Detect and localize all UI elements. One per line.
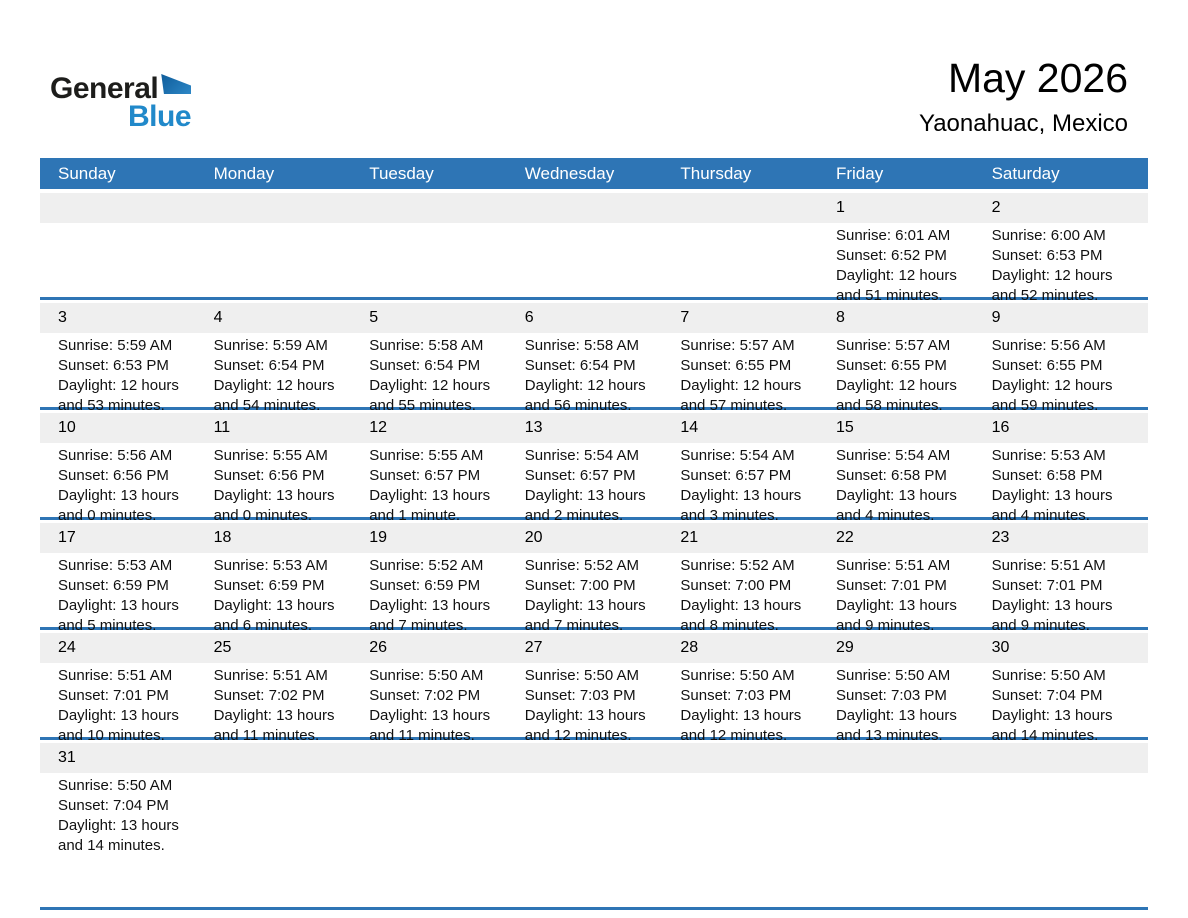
empty-number-cell [40, 193, 196, 223]
empty-day-cell [351, 225, 507, 306]
sunset-text: Sunset: 6:54 PM [213, 357, 325, 374]
sunrise-text: Sunrise: 5:54 AM [680, 447, 795, 464]
day-cell-11 [196, 445, 352, 526]
day-cell-27 [507, 665, 663, 746]
logo-text-general: General [50, 72, 159, 105]
day-cell-25 [196, 665, 352, 746]
daylight-text: Daylight: 13 hours and 7 minutes. [524, 597, 646, 634]
sunset-text: Sunset: 6:57 PM [524, 467, 636, 484]
day-cell-29 [818, 665, 974, 746]
sunrise-text: Sunrise: 5:53 AM [213, 557, 328, 574]
day-details-row [40, 445, 1148, 526]
day-cell-15 [818, 445, 974, 526]
empty-day-cell [662, 775, 818, 856]
sunset-text: Sunset: 6:57 PM [680, 467, 792, 484]
sunset-text: Sunset: 7:02 PM [213, 687, 325, 704]
sunset-text: Sunset: 6:52 PM [835, 247, 947, 264]
daylight-text: Daylight: 13 hours and 0 minutes. [213, 487, 335, 524]
day-header-sunday: Sunday [58, 163, 116, 183]
empty-day-cell [196, 775, 352, 856]
sunset-text: Sunset: 7:04 PM [991, 687, 1103, 704]
sunrise-text: Sunrise: 5:57 AM [835, 337, 951, 354]
empty-day-cell [507, 775, 663, 856]
day-number-31: 31 [58, 749, 76, 766]
sunrise-text: Sunrise: 5:50 AM [58, 777, 173, 794]
daylight-text: Daylight: 13 hours and 14 minutes. [991, 707, 1113, 744]
empty-number-cell [196, 743, 352, 773]
empty-number-cell [351, 193, 507, 223]
sunset-text: Sunset: 6:54 PM [369, 357, 481, 374]
daylight-text: Daylight: 12 hours and 55 minutes. [369, 377, 491, 414]
day-cell-26 [351, 665, 507, 746]
sunrise-text: Sunrise: 5:55 AM [369, 447, 484, 464]
day-header-wednesday: Wednesday [524, 163, 615, 183]
day-number-strip [40, 633, 1148, 663]
sunrise-text: Sunrise: 5:54 AM [835, 447, 951, 464]
sunrise-text: Sunrise: 5:50 AM [680, 667, 795, 684]
day-number-21: 21 [680, 529, 699, 546]
day-cell-1 [818, 225, 974, 306]
logo-text-blue: Blue [128, 100, 192, 133]
day-number-12: 12 [369, 419, 387, 436]
empty-day-cell [40, 225, 196, 306]
daylight-text: Daylight: 13 hours and 3 minutes. [680, 487, 802, 524]
empty-day-cell [351, 775, 507, 856]
calendar-table [40, 158, 1148, 910]
sunrise-text: Sunrise: 5:59 AM [213, 337, 328, 354]
sunrise-text: Sunrise: 5:56 AM [58, 447, 173, 464]
sunset-text: Sunset: 7:01 PM [991, 577, 1103, 594]
sunset-text: Sunset: 6:55 PM [680, 357, 792, 374]
day-header-friday: Friday [835, 163, 884, 183]
day-number-28: 28 [680, 639, 699, 656]
empty-number-cell [974, 743, 1148, 773]
day-details-row [40, 775, 1148, 856]
day-number-23: 23 [991, 529, 1010, 546]
day-number-14: 14 [680, 419, 699, 436]
day-details-row [40, 335, 1148, 416]
day-number-15: 15 [835, 419, 854, 436]
daylight-text: Daylight: 13 hours and 10 minutes. [58, 707, 179, 744]
day-cell-21 [662, 555, 818, 636]
week-row-3 [40, 410, 1148, 524]
general-blue-logo [50, 74, 191, 132]
day-number-strip [40, 303, 1148, 333]
sunrise-text: Sunrise: 6:00 AM [991, 227, 1106, 244]
daylight-text: Daylight: 12 hours and 54 minutes. [213, 377, 335, 414]
sunset-text: Sunset: 6:55 PM [835, 357, 947, 374]
day-number-24: 24 [58, 639, 76, 656]
day-number-5: 5 [369, 309, 379, 326]
logo-flag-icon [161, 74, 191, 94]
daylight-text: Daylight: 12 hours and 58 minutes. [835, 377, 957, 414]
day-cell-24 [40, 665, 196, 746]
daylight-text: Daylight: 12 hours and 59 minutes. [991, 377, 1113, 414]
day-number-strip [40, 743, 1148, 773]
sunset-text: Sunset: 6:53 PM [58, 357, 169, 374]
sunset-text: Sunset: 6:59 PM [213, 577, 325, 594]
day-number-6: 6 [524, 309, 534, 326]
day-number-18: 18 [213, 529, 232, 546]
day-cell-6 [507, 335, 663, 416]
day-header-monday: Monday [213, 163, 275, 183]
daylight-text: Daylight: 13 hours and 6 minutes. [213, 597, 335, 634]
daylight-text: Daylight: 13 hours and 8 minutes. [680, 597, 802, 634]
daylight-text: Daylight: 13 hours and 12 minutes. [524, 707, 646, 744]
daylight-text: Daylight: 12 hours and 53 minutes. [58, 377, 179, 414]
sunset-text: Sunset: 7:01 PM [835, 577, 947, 594]
empty-number-cell [507, 193, 663, 223]
day-cell-3 [40, 335, 196, 416]
day-cell-30 [974, 665, 1148, 746]
sunrise-text: Sunrise: 5:55 AM [213, 447, 328, 464]
day-number-strip [40, 413, 1148, 443]
empty-number-cell [351, 743, 507, 773]
day-number-11: 11 [213, 419, 231, 436]
day-details-row [40, 225, 1148, 306]
sunrise-text: Sunrise: 5:57 AM [680, 337, 795, 354]
month-title: May 2026 [947, 55, 1128, 101]
week-row-5 [40, 630, 1148, 744]
day-cell-28 [662, 665, 818, 746]
day-number-1: 1 [835, 199, 845, 216]
daylight-text: Daylight: 13 hours and 7 minutes. [369, 597, 491, 634]
empty-day-cell [818, 775, 974, 856]
day-number-13: 13 [524, 419, 543, 436]
sunrise-text: Sunrise: 5:50 AM [991, 667, 1106, 684]
daylight-text: Daylight: 12 hours and 57 minutes. [680, 377, 802, 414]
day-details-row [40, 665, 1148, 746]
day-number-4: 4 [213, 309, 223, 326]
sunrise-text: Sunrise: 5:50 AM [369, 667, 484, 684]
day-header-thursday: Thursday [680, 163, 752, 183]
day-number-27: 27 [524, 639, 543, 656]
sunset-text: Sunset: 7:01 PM [58, 687, 169, 704]
empty-day-cell [196, 225, 352, 306]
sunset-text: Sunset: 7:03 PM [835, 687, 947, 704]
sunrise-text: Sunrise: 5:51 AM [991, 557, 1106, 574]
sunrise-text: Sunrise: 5:58 AM [524, 337, 640, 354]
day-cell-31 [40, 775, 196, 856]
day-number-16: 16 [991, 419, 1010, 436]
week-row-6 [40, 740, 1148, 910]
empty-number-cell [507, 743, 663, 773]
sunrise-text: Sunrise: 5:51 AM [58, 667, 173, 684]
sunrise-text: Sunrise: 5:50 AM [835, 667, 951, 684]
daylight-text: Daylight: 13 hours and 14 minutes. [58, 817, 179, 854]
day-number-10: 10 [58, 419, 76, 436]
day-cell-20 [507, 555, 663, 636]
day-cell-12 [351, 445, 507, 526]
sunrise-text: Sunrise: 5:51 AM [835, 557, 951, 574]
day-number-25: 25 [213, 639, 232, 656]
empty-number-cell [662, 743, 818, 773]
daylight-text: Daylight: 13 hours and 0 minutes. [58, 487, 179, 524]
daylight-text: Daylight: 13 hours and 13 minutes. [835, 707, 957, 744]
sunrise-text: Sunrise: 6:01 AM [835, 227, 951, 244]
weekday-header-row [40, 158, 1148, 189]
weeks-container [40, 189, 1148, 910]
empty-day-cell [507, 225, 663, 306]
sunset-text: Sunset: 7:04 PM [58, 797, 169, 814]
day-cell-13 [507, 445, 663, 526]
daylight-text: Daylight: 13 hours and 4 minutes. [835, 487, 957, 524]
day-number-20: 20 [524, 529, 543, 546]
daylight-text: Daylight: 13 hours and 9 minutes. [991, 597, 1113, 634]
sunrise-text: Sunrise: 5:54 AM [524, 447, 640, 464]
day-number-2: 2 [991, 199, 1001, 216]
daylight-text: Daylight: 13 hours and 5 minutes. [58, 597, 179, 634]
day-number-strip [40, 523, 1148, 553]
day-number-22: 22 [835, 529, 854, 546]
daylight-text: Daylight: 12 hours and 56 minutes. [524, 377, 646, 414]
sunrise-text: Sunrise: 5:51 AM [213, 667, 328, 684]
sunrise-text: Sunrise: 5:50 AM [524, 667, 640, 684]
day-cell-19 [351, 555, 507, 636]
day-number-29: 29 [835, 639, 854, 656]
daylight-text: Daylight: 13 hours and 9 minutes. [835, 597, 957, 634]
daylight-text: Daylight: 13 hours and 1 minute. [369, 487, 491, 524]
week-row-2 [40, 300, 1148, 414]
day-cell-14 [662, 445, 818, 526]
day-number-26: 26 [369, 639, 387, 656]
day-cell-5 [351, 335, 507, 416]
day-number-17: 17 [58, 529, 76, 546]
sunrise-text: Sunrise: 5:52 AM [369, 557, 484, 574]
day-cell-22 [818, 555, 974, 636]
daylight-text: Daylight: 12 hours and 52 minutes. [991, 267, 1113, 304]
sunset-text: Sunset: 6:53 PM [991, 247, 1103, 264]
empty-day-cell [662, 225, 818, 306]
sunset-text: Sunset: 7:02 PM [369, 687, 481, 704]
day-header-saturday: Saturday [991, 163, 1060, 183]
sunset-text: Sunset: 6:54 PM [524, 357, 636, 374]
day-number-7: 7 [680, 309, 690, 326]
sunset-text: Sunset: 6:55 PM [991, 357, 1103, 374]
day-cell-16 [974, 445, 1148, 526]
day-number-8: 8 [835, 309, 845, 326]
day-cell-2 [974, 225, 1148, 306]
day-cell-9 [974, 335, 1148, 416]
sunset-text: Sunset: 6:59 PM [58, 577, 169, 594]
week-row-1 [40, 189, 1148, 304]
day-cell-7 [662, 335, 818, 416]
day-number-30: 30 [991, 639, 1010, 656]
day-cell-10 [40, 445, 196, 526]
sunrise-text: Sunrise: 5:52 AM [680, 557, 795, 574]
daylight-text: Daylight: 13 hours and 12 minutes. [680, 707, 802, 744]
sunset-text: Sunset: 7:03 PM [680, 687, 792, 704]
sunrise-text: Sunrise: 5:56 AM [991, 337, 1106, 354]
sunrise-text: Sunrise: 5:58 AM [369, 337, 484, 354]
location-subtitle: Yaonahuac, Mexico [918, 110, 1128, 138]
empty-number-cell [662, 193, 818, 223]
sunset-text: Sunset: 7:00 PM [524, 577, 636, 594]
day-number-3: 3 [58, 309, 67, 326]
day-cell-17 [40, 555, 196, 636]
sunset-text: Sunset: 6:56 PM [58, 467, 169, 484]
day-number-strip [40, 193, 1148, 223]
daylight-text: Daylight: 13 hours and 11 minutes. [213, 707, 335, 744]
sunset-text: Sunset: 6:58 PM [991, 467, 1103, 484]
sunrise-text: Sunrise: 5:52 AM [524, 557, 640, 574]
sunrise-text: Sunrise: 5:53 AM [991, 447, 1106, 464]
empty-number-cell [818, 743, 974, 773]
title-block [919, 55, 1128, 138]
week-row-4 [40, 520, 1148, 634]
empty-day-cell [974, 775, 1148, 856]
day-details-row [40, 555, 1148, 636]
sunset-text: Sunset: 7:00 PM [680, 577, 792, 594]
empty-number-cell [196, 193, 352, 223]
sunrise-text: Sunrise: 5:53 AM [58, 557, 173, 574]
sunset-text: Sunset: 6:57 PM [369, 467, 481, 484]
sunset-text: Sunset: 6:59 PM [369, 577, 481, 594]
sunset-text: Sunset: 6:58 PM [835, 467, 947, 484]
day-header-tuesday: Tuesday [369, 163, 434, 183]
day-cell-4 [196, 335, 352, 416]
daylight-text: Daylight: 13 hours and 11 minutes. [369, 707, 491, 744]
daylight-text: Daylight: 13 hours and 2 minutes. [524, 487, 646, 524]
day-cell-8 [818, 335, 974, 416]
day-cell-23 [974, 555, 1148, 636]
daylight-text: Daylight: 12 hours and 51 minutes. [835, 267, 957, 304]
day-number-9: 9 [991, 309, 1001, 326]
sunrise-text: Sunrise: 5:59 AM [58, 337, 173, 354]
sunset-text: Sunset: 7:03 PM [524, 687, 636, 704]
sunset-text: Sunset: 6:56 PM [213, 467, 325, 484]
day-cell-18 [196, 555, 352, 636]
daylight-text: Daylight: 13 hours and 4 minutes. [991, 487, 1113, 524]
day-number-19: 19 [369, 529, 387, 546]
